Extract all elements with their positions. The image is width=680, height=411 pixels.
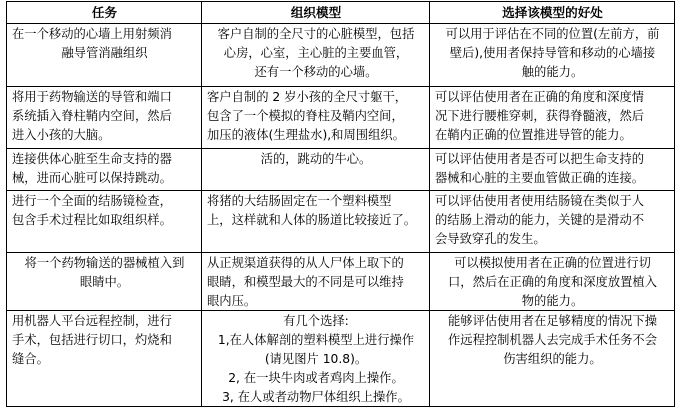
benefit-cell [430,149,674,190]
model-cell [202,24,430,86]
benefit-cell [430,191,674,252]
benefit-line: 的结肠上滑动的能力，关键的是滑动不 [435,213,645,227]
model-line: 从正规渠道获得的从人尸体上取下的 [207,256,404,270]
model-line: (请见图片 10.8)。 [264,352,368,366]
benefit-line: 可以模拟使用者在正确的位置进行切 [454,256,651,270]
task-line: 连接供体心脏至生命支持的器 [12,152,172,166]
task-cell [7,191,202,252]
task-line: 械，进而心脏可以保持跳动。 [12,171,172,185]
task-cell [7,24,202,86]
model-cell [202,87,430,148]
table-row [7,253,674,311]
task-line: 系统插入脊柱鞘内空间，然后 [12,109,172,123]
model-cell [202,191,430,252]
model-line: 2, 在一块牛肉或者鸡肉上操作。 [228,371,404,385]
header-model: 组织模型 [202,2,430,23]
model-line: 心房，心室，主心脏的主要血管， [223,46,409,60]
benefit-line: 可以评估使用者是否可以把生命支持的 [435,152,645,166]
model-line: 1,在人体解剖的塑料模型上进行操作 [217,333,415,347]
task-cell [7,311,202,407]
task-line: 将用于药物输送的导管和端口 [12,90,172,104]
benefit-cell [430,87,674,148]
task-line: 包含手术过程比如取组织样。 [12,213,172,227]
benefit-cell [430,253,674,310]
model-cell [202,149,430,190]
task-line: 缝合。 [12,352,49,366]
benefit-line: 物的能力。 [521,294,584,308]
task-cell [7,87,202,148]
benefit-line: 会导致穿孔的发生。 [435,232,546,246]
comparison-table [6,1,675,407]
benefit-cell [430,311,674,407]
model-line: 加压的液体(生理盐水),和周围组织。 [207,128,405,142]
model-line: 眼内压。 [207,294,257,308]
task-line: 手术，包括进行切口，灼烧和 [12,333,172,347]
benefit-line: 况下进行腰椎穿刺，获得脊髓液，然后 [435,109,645,123]
task-cell [7,253,202,310]
benefit-line: 可以评估使用者在正确的角度和深度情 [435,90,645,104]
task-line: 进入小孩的大脑。 [12,128,111,142]
model-cell [202,311,430,407]
benefit-line: 伤害组织的能力。 [503,352,602,366]
table-row [7,149,674,191]
benefit-line: 可以用于评估在不同的位置(左前方，前 [445,27,660,41]
table-row [7,87,674,149]
benefit-line: 作远程控制机器人去完成手术任务不会 [447,333,658,347]
model-line: 活的，跳动的牛心。 [260,152,372,166]
task-line: 将一个药物输送的器械植入到 [24,256,185,270]
task-line: 融导管消融组织 [61,46,148,60]
benefit-line: 器械和心脏的主要血管做正确的连接。 [435,171,645,185]
task-cell [7,149,202,190]
table-row [7,191,674,253]
header-benefit: 选择该模型的好处 [502,5,603,20]
task-line: 用机器人平台远程控制，进行 [12,314,172,328]
model-line: 3, 在人或者动物尸体组织上操作。 [222,390,410,404]
model-line: 还有一个移动的心墙。 [254,65,378,79]
benefit-cell [430,24,674,86]
model-line: 客户自制的全尺寸的心脏模型，包括 [217,27,415,41]
task-line: 眼睛中。 [79,275,130,289]
model-line: 上，这样就和人体的肠道比较接近了。 [207,213,417,227]
model-line: 将猪的大结肠固定在一个塑料模型 [207,194,392,208]
benefit-line: 在鞘内正确的位置推进导管的能力。 [435,128,632,142]
benefit-line: 可以评估使用者使用结肠镜在类似于人 [435,194,645,208]
benefit-line: 口，然后在正确的角度和深度放置植入 [447,275,658,289]
model-line: 客户自制的 2 岁小孩的全尺寸躯干， [207,90,408,104]
task-line: 在一个移动的心墙上用射频消 [12,27,172,41]
model-line: 眼睛，和模型最大的不同是可以维持 [207,275,404,289]
table-row [7,24,674,87]
benefit-line: 能够评估使用者在足够精度的情况下操 [447,314,658,328]
benefit-line: 壁后),使用者保持导管和移动的心墙接 [449,46,656,60]
model-line: 包含了一个模拟的脊柱及鞘内空间， [207,109,404,123]
benefit-line: 触的能力。 [521,65,584,79]
model-line: 有几个选择: [283,314,349,328]
task-line: 进行一个全面的结肠镜检查， [12,194,172,208]
table-row [7,311,674,407]
header-task: 任务 [7,2,202,23]
model-cell [202,253,430,310]
table-header-row [7,2,674,24]
